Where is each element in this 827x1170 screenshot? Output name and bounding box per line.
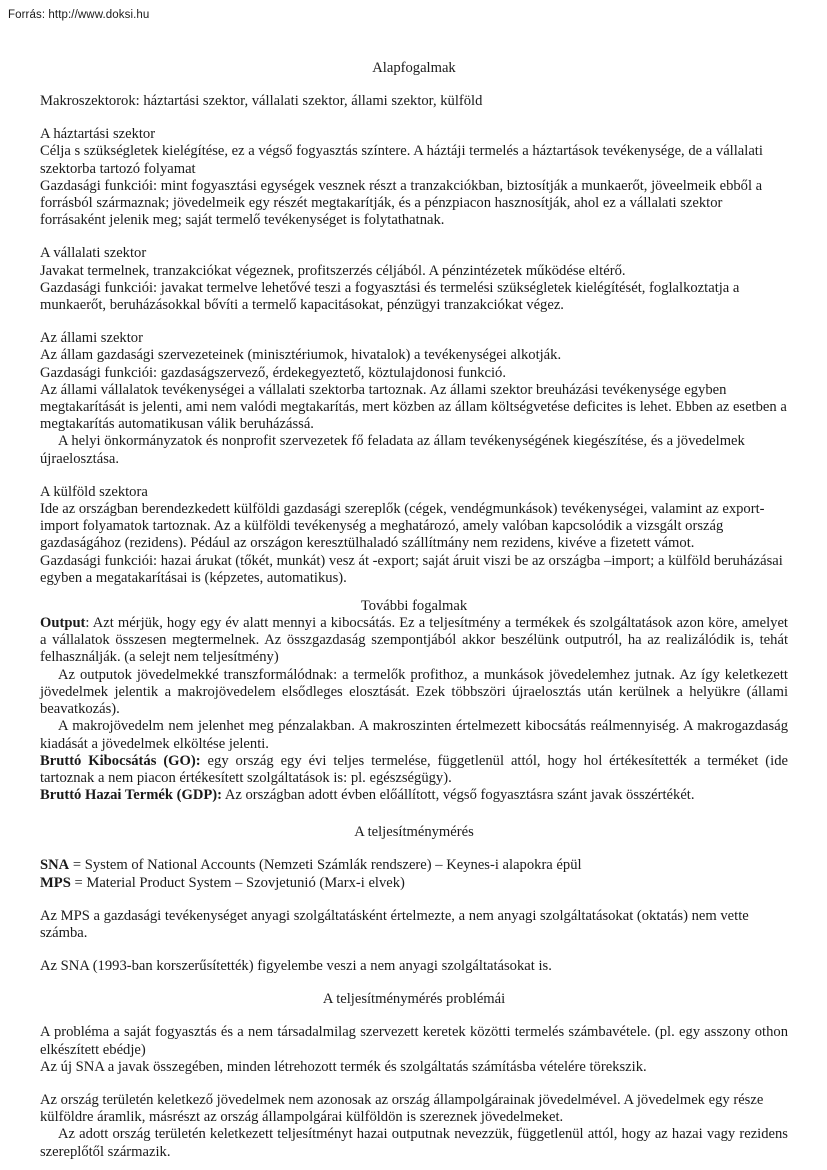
gdp-definition-text: Az országban adott évben előállított, végső fogyasztásra szánt javak összértékét.: [222, 787, 695, 804]
problems-paragraph-1: A probléma a saját fogyasztás és a nem társadalmilag szervezett keretek közötti termelés számbavétele. (pl. egy asszony othon elkészített ebédje): [40, 1024, 788, 1058]
macrosectors-intro: Makroszektorok: háztartási szektor, vállalati szektor, állami szektor, külföld: [40, 93, 483, 109]
spacer: [40, 804, 788, 824]
problems-paragraph-4: Az adott ország területén keletkezett teljesítményt hazai outputnak nevezzük, függetlenül attól, hogy az hazai vagy rezidens szereplőtől származik.: [40, 1126, 788, 1160]
output-definition: [40, 615, 788, 667]
section-heading-foreign: A külföld szektora: [40, 483, 148, 500]
spacer: [40, 77, 788, 93]
spacer: [40, 841, 788, 857]
section-paragraph: Ide az országban berendezkedett külföldi gazdasági szereplők (cégek, vendégmunkások) tevékenységei, valamint az export-import folyamatok tartoznak. Az a külföldi tevékenység a meghatározó, amely valóban kapcsolódik a vizsgált ország gazdaságához (rezidens). Pédául az országon keresztülhaladó szállítmány nem rezidens, kivéve a fizetett vámot.: [40, 501, 765, 552]
sna-definition-text: = System of National Accounts (Nemzeti Számlák rendszere) – Keynes-i alapokra épül: [69, 857, 582, 874]
further-paragraph-2: Az outputok jövedelmekké transzformálódnak: a termelők profithoz, a munkások jövedelemhez jutnak. Az így keletkezett jövedelmek jelentik a makrojövedelem elsődleges elosztását. Ezek többszöri újraelosztás után kerülnek a helyükre (állami beavatkozás).: [40, 666, 788, 718]
heading-further-concepts: További fogalmak: [360, 598, 468, 615]
document-body: [40, 60, 788, 1161]
heading-problems: A teljesítménymérés problémái: [322, 991, 506, 1008]
section-heading-household: A háztartási szektor: [40, 126, 156, 143]
spacer: [40, 229, 788, 245]
go-definition-text: egy ország egy évi teljes termelése, függetlenül attól, hogy hol értékesítették a terméket (ide tartoznak a nem piacon értékesített szolgáltatások is: pl. egészségügy).: [40, 752, 788, 786]
spacer: [40, 975, 788, 991]
go-definition: [40, 753, 788, 787]
output-definition-text: : Azt mérjük, hogy egy év alatt mennyi a kibocsátás. Ez a teljesítmény a termékek és szolgáltatások azon köre, amelyet a vállalatok összesen megtermelnek. Az összgazdaság szempontjából akkor beszélünk outputról, ha az realizálódik is, tehát felhasználják. (a selejt nem teljesítmény): [40, 615, 788, 666]
section-heading-corporate: A vállalati szektor: [40, 245, 147, 262]
term-gross-output: Bruttó Kibocsátás (GO):: [40, 752, 201, 769]
heading-performance-measurement: A teljesítménymérés: [354, 824, 474, 841]
term-mps: MPS: [40, 874, 71, 891]
section-paragraph: Gazdasági funkciói: javakat termelve lehetővé teszi a fogyasztási és termelési szükségletek kielégítését, foglalkoztatja a munkaerőt, beruházásokkal bővíti a termelő kapacitásokat, pénzügyi tranzakciókat végez.: [40, 279, 740, 314]
term-gdp: Bruttó Hazai Termék (GDP):: [40, 787, 222, 804]
mps-definition: [40, 875, 788, 892]
section-paragraph: Javakat termelnek, tranzakciókat végeznek, profitszerzés céljából. A pénzintézetek működése eltérő.: [40, 262, 626, 279]
gdp-definition: [40, 787, 788, 804]
section-paragraph: Gazdasági funkciói: gazdaságszervező, érdekegyeztető, köztulajdonosi funkció.: [40, 364, 507, 381]
spacer: [40, 468, 788, 484]
page-title: Alapfogalmak: [372, 60, 456, 76]
spacer: [40, 587, 788, 598]
further-paragraph-3: A makrojövedelm nem jelenhet meg pénzalakban. A makroszinten értelmezett kibocsátás reálmennyiség. A makrogazdaság kiadását a jövedelmek elköltése jelenti.: [40, 718, 788, 752]
sna-definition: [40, 857, 788, 874]
problems-paragraph-3: Az ország területén keletkező jövedelmek nem azonosak az ország állampolgárainak jövedelmével. A jövedelmek egy része külföldre áramlik, másrészt az ország állampolgárai külföldön is szereznek jövedelmeket.: [40, 1091, 764, 1126]
sna-paragraph: Az SNA (1993-ban korszerűsítették) figyelembe veszi a nem anyagi szolgáltatásokat is.: [40, 958, 552, 975]
spacer: [40, 892, 788, 908]
source-watermark: Forrás: http://www.doksi.hu: [8, 9, 150, 21]
spacer: [40, 314, 788, 330]
mps-paragraph: Az MPS a gazdasági tevékenységet anyagi szolgáltatásként értelmezte, a nem anyagi szolgáltatásokat (oktatás) nem vette számba.: [40, 907, 749, 941]
section-paragraph: Az állami vállalatok tevékenységei a vállalati szektorba tartoznak. Az állami szektor breuházási tevékenysége egyben megtakarítását is jelenti, ami nem valódi megtakarítás, mert közben az állam költségvetése deficites is lehet. Ebben az esetben a megtakarítás automatikusan válik beruházássá.: [40, 381, 787, 433]
section-paragraph-indented: A helyi önkormányzatok és nonprofit szervezetek fő feladata az állam tevékenységének kiegészítése, és a jövedelmek újraelosztása.: [40, 433, 745, 467]
spacer: [40, 1076, 788, 1092]
problems-paragraph-2: Az új SNA a javak összegében, minden létrehozott termék és szolgáltatás számításba vételére törekszik.: [40, 1058, 647, 1075]
section-paragraph: Gazdasági funkciói: mint fogyasztási egységek vesznek részt a tranzakciókban, biztosítják a munkaerőt, jöveelmeik ebből a forrásból származnak; jövedelmeik egy részét megtakarítják, és a pénzpiacon hasznosítják, ahol ez a vállalati szektor forrásaként jelenik meg; saját termelő tevékenységet is folytathatnak.: [40, 177, 763, 229]
term-output: Output: [40, 615, 86, 632]
section-heading-government: Az állami szektor: [40, 330, 143, 347]
spacer: [40, 110, 788, 126]
section-paragraph: Az állam gazdasági szervezeteinek (minisztériumok, hivatalok) a tevékenységei alkotják.: [40, 347, 562, 364]
term-sna: SNA: [40, 857, 70, 874]
mps-definition-text: = Material Product System – Szovjetunió (Marx-i elvek): [70, 874, 405, 891]
section-paragraph: Célja s szükségletek kielégítése, ez a végső fogyasztás színtere. A háztáji termelés a háztartások tevékenysége, de a vállalati szektorba tartozó folyamat: [40, 143, 763, 177]
spacer: [40, 942, 788, 958]
section-paragraph: Gazdasági funkciói: hazai árukat (tőkét, munkát) vesz át -export; saját áruit viszi be az országba –import; a külföld beruházásai egyben a megatakarításai is (képzetes, automatikus).: [40, 552, 783, 586]
spacer: [40, 1008, 788, 1024]
